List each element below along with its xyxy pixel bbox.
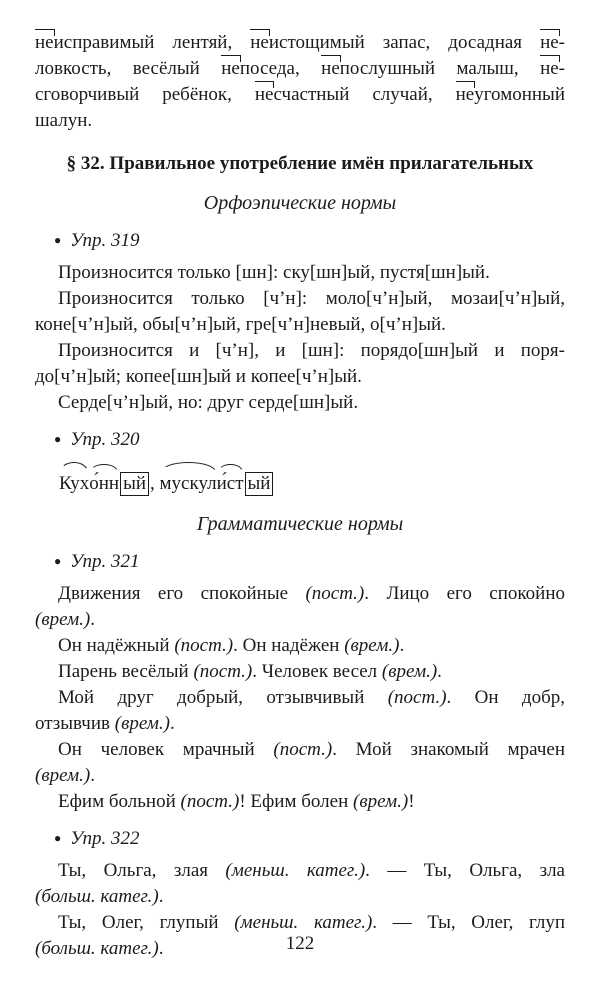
prefix-overline-mark: не (540, 56, 559, 82)
text-line (35, 633, 565, 659)
text-line (35, 286, 565, 312)
text-run: . Он добр, (446, 687, 565, 708)
italic-annotation: (врем.) (35, 765, 91, 786)
prefix-overline-mark: не (540, 30, 559, 56)
text-line (35, 338, 565, 364)
italic-annotation: (пост.) (174, 635, 234, 656)
text-line (35, 659, 565, 685)
text-line (35, 312, 565, 338)
prefix-overline-mark: не (255, 82, 274, 108)
text-run: Произносится только [ч’н]: моло[ч’н]ый, мозаи[ч’н]ый, (58, 288, 565, 309)
text-line (59, 471, 565, 497)
exercise-label (35, 826, 565, 851)
italic-annotation: (врем.) (114, 713, 170, 734)
text-line (35, 364, 565, 390)
bullet-icon: ● (54, 554, 62, 568)
exercise-number: Упр. 322 (70, 828, 140, 849)
text-line (35, 581, 565, 607)
bullet-icon: ● (54, 432, 62, 446)
italic-annotation: (меньш. катег.) (234, 912, 373, 933)
italic-annotation: (пост.) (193, 661, 253, 682)
text-run: ! Ефим болен (239, 791, 353, 812)
prefix-overline-mark: не (456, 82, 475, 108)
text-run: ловкость, весёлый (35, 58, 222, 79)
text-run: поседа, (239, 58, 322, 79)
italic-annotation: (врем.) (344, 635, 400, 656)
text-run: . (158, 886, 164, 907)
text-run: . (158, 938, 164, 959)
text-line (35, 82, 565, 108)
text-line (35, 711, 565, 737)
ending-box-mark: ый (120, 472, 149, 496)
text-run: Мой друг добрый, отзывчивый (58, 687, 388, 708)
text-run: . Мой знакомый мрачен (332, 739, 565, 760)
page-number: 122 (285, 933, 315, 954)
text-run: Произносится только [шн]: ску[шн]ый, пустя[шн]ый. (58, 262, 490, 283)
text-run: ! (408, 791, 415, 812)
text-run: отзывчив (35, 713, 115, 734)
text-run: Ты, Олег, глупый (58, 912, 235, 933)
suffix-arc-mark: о́нн (89, 471, 119, 497)
text-run: счастный случай, (273, 84, 456, 105)
prefix-overline-mark: не (250, 30, 269, 56)
text-run: Произносится и [ч’н], и [шн]: порядо[шн]ый и поря- (58, 340, 565, 361)
exercise-number: Упр. 321 (70, 551, 140, 572)
prefix-overline-mark: не (321, 56, 340, 82)
bullet-icon: ● (54, 233, 62, 247)
text-run: . Он надёжен (233, 635, 345, 656)
text-line (35, 56, 565, 82)
prefix-overline-mark: не (221, 56, 240, 82)
text-line (35, 858, 565, 884)
text-run: . Лицо его спокойно (364, 583, 565, 604)
text-run: послушный малыш, (339, 58, 541, 79)
section-heading: § 32. Правильное употребление имён прилагательных (66, 153, 534, 174)
italic-annotation: (пост.) (305, 583, 365, 604)
ending-box-mark: ый (245, 472, 274, 496)
page-content (35, 30, 565, 962)
text-line (35, 789, 565, 815)
text-run: , (150, 473, 160, 494)
text-run: . (399, 635, 405, 656)
text-line (35, 390, 565, 416)
italic-annotation: (пост.) (273, 739, 333, 760)
continued-exercise-text (35, 30, 565, 134)
bullet-icon: ● (54, 831, 62, 845)
text-run: . — Ты, Олег, глуп (372, 912, 566, 933)
italic-annotation: (больш. катег.) (35, 938, 159, 959)
italic-annotation: (меньш. катег.) (225, 860, 366, 881)
text-run: истощимый запас, досадная (268, 32, 541, 53)
text-run: . (437, 661, 442, 682)
exercise-319-text (35, 260, 565, 416)
italic-annotation: (больш. катег.) (35, 886, 159, 907)
exercise-label (35, 228, 565, 253)
text-line (35, 108, 565, 134)
text-run: Серде[ч’н]ый, но: друг серде[шн]ый. (58, 392, 359, 413)
exercise-label (35, 427, 565, 452)
italic-annotation: (врем.) (35, 609, 91, 630)
root-arc-mark: Кух (59, 471, 89, 497)
text-run: угомонный (474, 84, 565, 105)
text-run: Он надёжный (58, 635, 175, 656)
text-run: коне[ч’н]ый, обы[ч’н]ый, гре[ч’н]невый, о[ч’н]ый. (35, 314, 446, 335)
text-run: Ты, Ольга, злая (58, 860, 226, 881)
text-line (35, 884, 565, 910)
root-arc-mark: мускул (160, 471, 217, 497)
text-line (35, 685, 565, 711)
text-run: . (170, 713, 175, 734)
text-run: сговорчивый ребёнок, (35, 84, 255, 105)
text-run: . Человек весел (252, 661, 382, 682)
suffix-arc-mark: и́ст (217, 471, 244, 497)
exercise-321-text (35, 581, 565, 815)
subsection-heading: Грамматические нормы (196, 513, 404, 535)
text-run: - (558, 32, 565, 53)
italic-annotation: (пост.) (387, 687, 447, 708)
text-run: . (90, 765, 95, 786)
text-run: Он человек мрачный (58, 739, 274, 760)
text-run: до[ч’н]ый; копее[шн]ый и копее[ч’н]ый. (35, 366, 362, 387)
text-run: Ефим больной (58, 791, 181, 812)
text-line (35, 763, 565, 789)
exercise-number: Упр. 320 (70, 429, 140, 450)
text-run: - (558, 58, 565, 79)
text-run: Парень весёлый (58, 661, 194, 682)
text-run: . (90, 609, 95, 630)
exercise-label (35, 549, 565, 574)
text-line (35, 607, 565, 633)
italic-annotation: (пост.) (180, 791, 240, 812)
subsection-heading: Орфоэпические нормы (203, 192, 397, 214)
italic-annotation: (врем.) (381, 661, 438, 682)
text-line (35, 30, 565, 56)
text-run: . — Ты, Ольга, зла (365, 860, 565, 881)
text-run: шалун. (35, 110, 93, 131)
italic-annotation: (врем.) (353, 791, 409, 812)
exercise-number: Упр. 319 (70, 230, 140, 251)
text-line (35, 737, 565, 763)
text-run: Движения его спокойные (58, 583, 306, 604)
prefix-overline-mark: не (35, 30, 54, 56)
text-line (35, 260, 565, 286)
exercise-320-morphemic-analysis (59, 459, 565, 497)
text-run: исправимый лентяй, (53, 32, 251, 53)
